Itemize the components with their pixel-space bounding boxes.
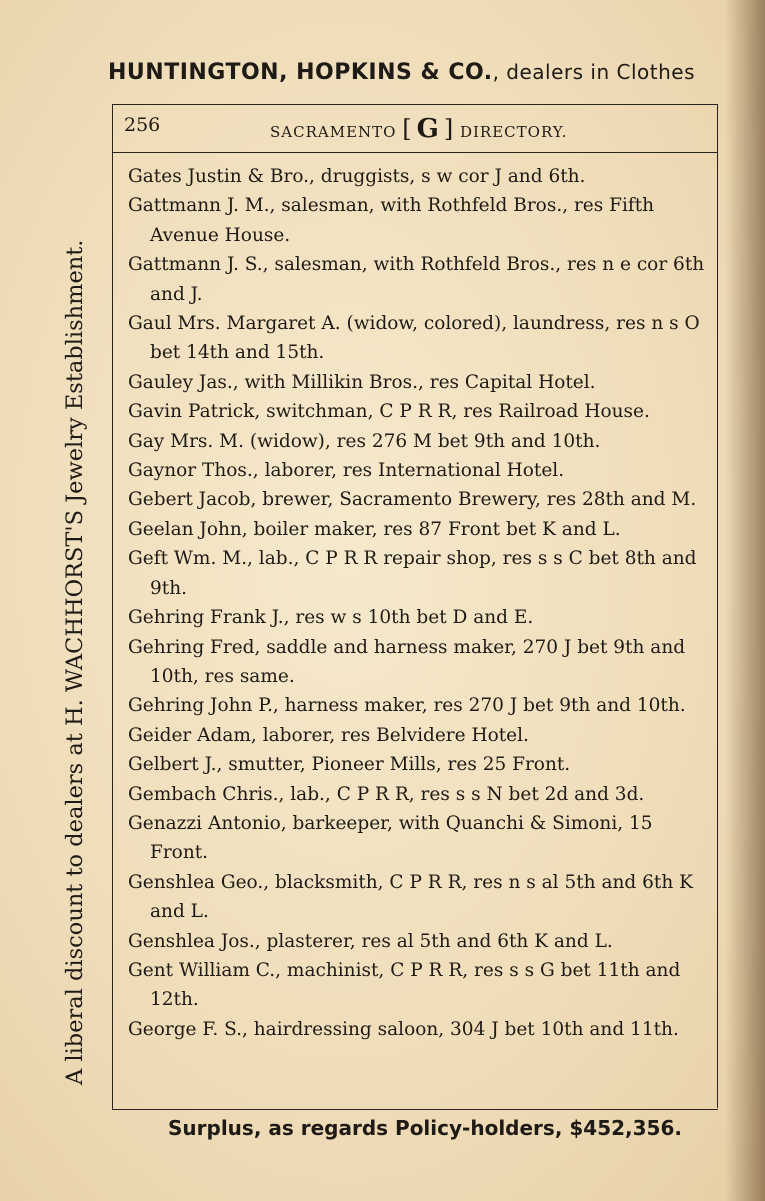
directory-entry: Genshlea Jos., plasterer, res al 5th and 6th K and L. <box>128 930 613 952</box>
directory-entry: Geft Wm. M., lab., C P R R repair shop, res s s C bet 8th and 9th. <box>128 548 697 599</box>
directory-entry: Genazzi Antonio, barkeeper, with Quanchi & Simoni, 15 Front. <box>128 812 653 864</box>
directory-entry: Gattmann J. S., salesman, with Rothfeld Bros., res n e cor 6th and J. <box>128 254 705 305</box>
directory-entry: Gembach Chris., lab., C P R R, res s s N bet 2d and 3d. <box>128 783 645 805</box>
directory-entries <box>128 162 710 1044</box>
directory-entry: Gent William C., machinist, C P R R, res s s G bet 11th and 12th. <box>128 959 681 1011</box>
directory-entry: Gates Justin & Bro., druggists, s w cor J and 6th. <box>128 166 586 187</box>
directory-entry: Gelbert J., smutter, Pioneer Mills, res 25 Front. <box>128 754 571 776</box>
directory-entry: George F. S., hairdressing saloon, 304 J bet 10th and 11th. <box>128 1018 679 1040</box>
open-bracket: [ <box>402 115 413 143</box>
running-head-right: DIRECTORY. <box>459 123 568 141</box>
side-advertisement: A liberal discount to dealers at H. WACHHORST'S Jewelry Establishment. <box>62 239 88 1085</box>
directory-entry: Gehring John P., harness maker, res 270 J bet 9th and 10th. <box>128 695 686 717</box>
section-letter: G <box>416 114 440 144</box>
spine-shadow <box>725 0 765 1201</box>
page-number: 256 <box>124 114 161 136</box>
directory-entry: Genshlea Geo., blacksmith, C P R R, res n s al 5th and 6th K and L. <box>128 871 693 923</box>
running-head-left: SACRAMENTO <box>270 123 397 141</box>
top-ad-firm: HUNTINGTON, HOPKINS & CO. <box>108 60 493 85</box>
directory-entry: Gay Mrs. M. (widow), res 276 M bet 9th and 10th. <box>128 430 601 452</box>
directory-entry: Gaynor Thos., laborer, res International Hotel. <box>128 460 565 482</box>
header-rule <box>112 152 717 153</box>
page-frame-right <box>717 104 718 1108</box>
directory-entry: Geelan John, boiler maker, res 87 Front bet K and L. <box>128 518 621 540</box>
top-advertisement <box>108 60 728 85</box>
close-bracket: ] <box>443 115 455 143</box>
directory-entry: Gavin Patrick, switchman, C P R R, res Railroad House. <box>128 401 650 423</box>
directory-entry: Gauley Jas., with Millikin Bros., res Capital Hotel. <box>128 371 596 393</box>
directory-entry: Gehring Frank J., res w s 10th bet D and E. <box>128 607 534 629</box>
directory-entry: Gehring Fred, saddle and harness maker, 270 J bet 9th and 10th, res same. <box>128 636 686 687</box>
running-head <box>270 114 568 144</box>
directory-entry: Geider Adam, laborer, res Belvidere Hotel. <box>128 724 529 746</box>
directory-entry: Gebert Jacob, brewer, Sacramento Brewery, res 28th and M. <box>128 489 697 511</box>
directory-entry: Gattmann J. M., salesman, with Rothfeld Bros., res Fifth Avenue House. <box>128 195 655 246</box>
top-ad-tail: , dealers in Clothes <box>492 60 695 84</box>
bottom-advertisement: Surplus, as regards Policy-holders, $452,356. <box>168 1116 682 1140</box>
directory-entry: Gaul Mrs. Margaret A. (widow, colored), laundress, res n s O bet 14th and 15th. <box>128 313 700 364</box>
